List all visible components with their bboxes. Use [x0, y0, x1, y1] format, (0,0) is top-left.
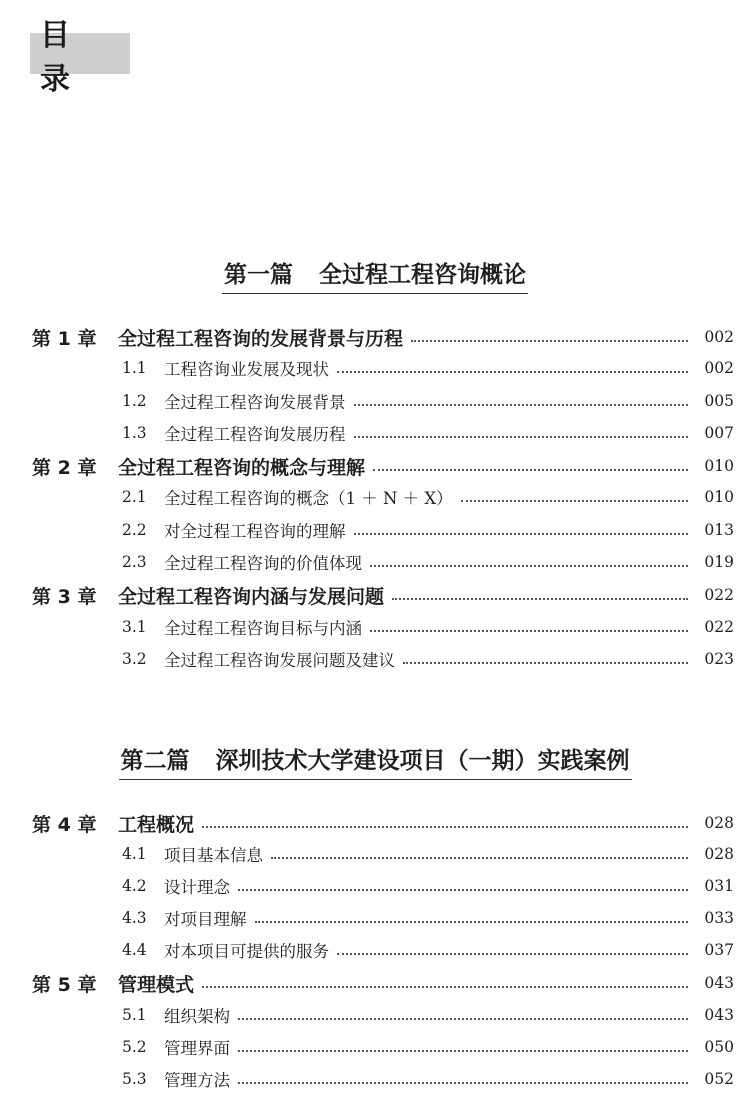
chapter-title: 全过程工程咨询内涵与发展问题 — [118, 585, 385, 608]
page-number: 022 — [704, 586, 734, 604]
dot-leader — [202, 824, 688, 828]
section-number: 3.2 — [122, 650, 147, 668]
section-number: 5.1 — [122, 1006, 147, 1024]
section-title: 全过程工程咨询的概念（1 ＋ N ＋ X） — [164, 489, 453, 508]
section-title: 项目基本信息 — [164, 846, 263, 865]
section-number: 4.4 — [122, 941, 147, 959]
section-title: 全过程工程咨询目标与内涵 — [164, 619, 362, 638]
toc-chapter-row[interactable] — [0, 807, 750, 839]
toc-section-row[interactable] — [0, 352, 750, 384]
page-number: 010 — [704, 457, 734, 475]
dot-leader — [238, 1048, 688, 1052]
toc-section-row[interactable] — [0, 1031, 750, 1063]
section-title: 对项目理解 — [164, 910, 247, 929]
toc-section-row[interactable] — [0, 514, 750, 546]
part-name: 深圳技术大学建设项目（一期）实践案例 — [215, 748, 630, 774]
page-number: 052 — [704, 1070, 734, 1088]
section-title: 管理方法 — [164, 1071, 230, 1090]
page-number: 037 — [704, 941, 734, 959]
section-title: 对本项目可提供的服务 — [164, 942, 329, 961]
toc-chapter-row[interactable] — [0, 450, 750, 482]
dot-leader — [238, 1080, 688, 1084]
dot-leader — [238, 1016, 688, 1020]
section-title: 管理界面 — [164, 1039, 230, 1058]
toc-section-row[interactable] — [0, 934, 750, 966]
page-number: 002 — [704, 328, 734, 346]
part-name: 全过程工程咨询概论 — [319, 262, 526, 288]
section-number: 1.3 — [122, 424, 147, 442]
dot-leader — [354, 402, 688, 406]
toc-section-row[interactable] — [0, 546, 750, 578]
page-number: 031 — [704, 877, 734, 895]
section-number: 2.1 — [122, 488, 147, 506]
dot-leader — [202, 984, 688, 988]
chapter-number: 第 3 章 — [32, 585, 97, 608]
toc-chapter-row[interactable] — [0, 967, 750, 999]
dot-leader — [255, 919, 688, 923]
section-title: 全过程工程咨询的价值体现 — [164, 554, 362, 573]
chapter-number: 第 5 章 — [32, 973, 97, 996]
section-number: 4.1 — [122, 845, 147, 863]
chapter-number: 第 1 章 — [32, 327, 97, 350]
part-number: 第一篇 — [224, 262, 293, 288]
page-number: 013 — [704, 521, 734, 539]
section-number: 5.2 — [122, 1038, 147, 1056]
dot-leader — [337, 369, 688, 373]
page-number: 043 — [704, 974, 734, 992]
page-number: 033 — [704, 909, 734, 927]
dot-leader — [354, 434, 688, 438]
page-number: 023 — [704, 650, 734, 668]
section-title: 全过程工程咨询发展背景 — [164, 393, 346, 412]
section-title: 组织架构 — [164, 1007, 230, 1026]
dot-leader — [373, 467, 688, 471]
page-number: 010 — [704, 488, 734, 506]
section-title: 全过程工程咨询发展问题及建议 — [164, 651, 395, 670]
dot-leader — [411, 338, 688, 342]
toc-section-row[interactable] — [0, 870, 750, 902]
dot-leader — [392, 596, 688, 600]
section-number: 5.3 — [122, 1070, 147, 1088]
toc-chapter-row[interactable] — [0, 321, 750, 353]
chapter-title: 工程概况 — [118, 813, 195, 836]
section-title: 设计理念 — [164, 878, 230, 897]
toc-section-row[interactable] — [0, 902, 750, 934]
part-title — [0, 256, 750, 292]
dot-leader — [271, 855, 688, 859]
chapter-title: 全过程工程咨询的发展背景与历程 — [118, 327, 404, 350]
toc-section-row[interactable] — [0, 385, 750, 417]
chapter-title: 管理模式 — [118, 973, 195, 996]
chapter-number: 第 4 章 — [32, 813, 97, 836]
page-number: 019 — [704, 553, 734, 571]
section-title: 工程咨询业发展及现状 — [164, 360, 329, 379]
section-number: 1.1 — [122, 359, 147, 377]
section-number: 4.3 — [122, 909, 147, 927]
dot-leader — [337, 951, 688, 955]
section-number: 3.1 — [122, 618, 147, 636]
part-number: 第二篇 — [120, 748, 190, 774]
toc-section-row[interactable] — [0, 643, 750, 675]
page-number: 007 — [704, 424, 734, 442]
dot-leader — [461, 498, 688, 502]
page-number: 028 — [704, 845, 734, 863]
page-number: 002 — [704, 359, 734, 377]
page-number: 005 — [704, 392, 734, 410]
section-number: 2.3 — [122, 553, 147, 571]
chapter-title: 全过程工程咨询的概念与理解 — [118, 456, 366, 479]
page-number: 022 — [704, 618, 734, 636]
page-number: 043 — [704, 1006, 734, 1024]
toc-section-row[interactable] — [0, 481, 750, 513]
section-number: 2.2 — [122, 521, 147, 539]
page-number: 028 — [704, 814, 734, 832]
section-number: 4.2 — [122, 877, 147, 895]
dot-leader — [370, 563, 688, 567]
toc-chapter-row[interactable] — [0, 579, 750, 611]
toc-heading: 目 录 — [30, 33, 130, 74]
section-title: 对全过程工程咨询的理解 — [164, 522, 346, 541]
section-title: 全过程工程咨询发展历程 — [164, 425, 346, 444]
toc-section-row[interactable] — [0, 1063, 750, 1095]
dot-leader — [354, 531, 688, 535]
page-number: 050 — [704, 1038, 734, 1056]
part-title — [0, 742, 750, 778]
dot-leader — [370, 628, 688, 632]
chapter-number: 第 2 章 — [32, 456, 97, 479]
toc-section-row[interactable] — [0, 838, 750, 870]
dot-leader — [238, 887, 688, 891]
dot-leader — [403, 660, 688, 664]
toc-section-row[interactable] — [0, 417, 750, 449]
toc-section-row[interactable] — [0, 611, 750, 643]
toc-section-row[interactable] — [0, 999, 750, 1031]
section-number: 1.2 — [122, 392, 147, 410]
